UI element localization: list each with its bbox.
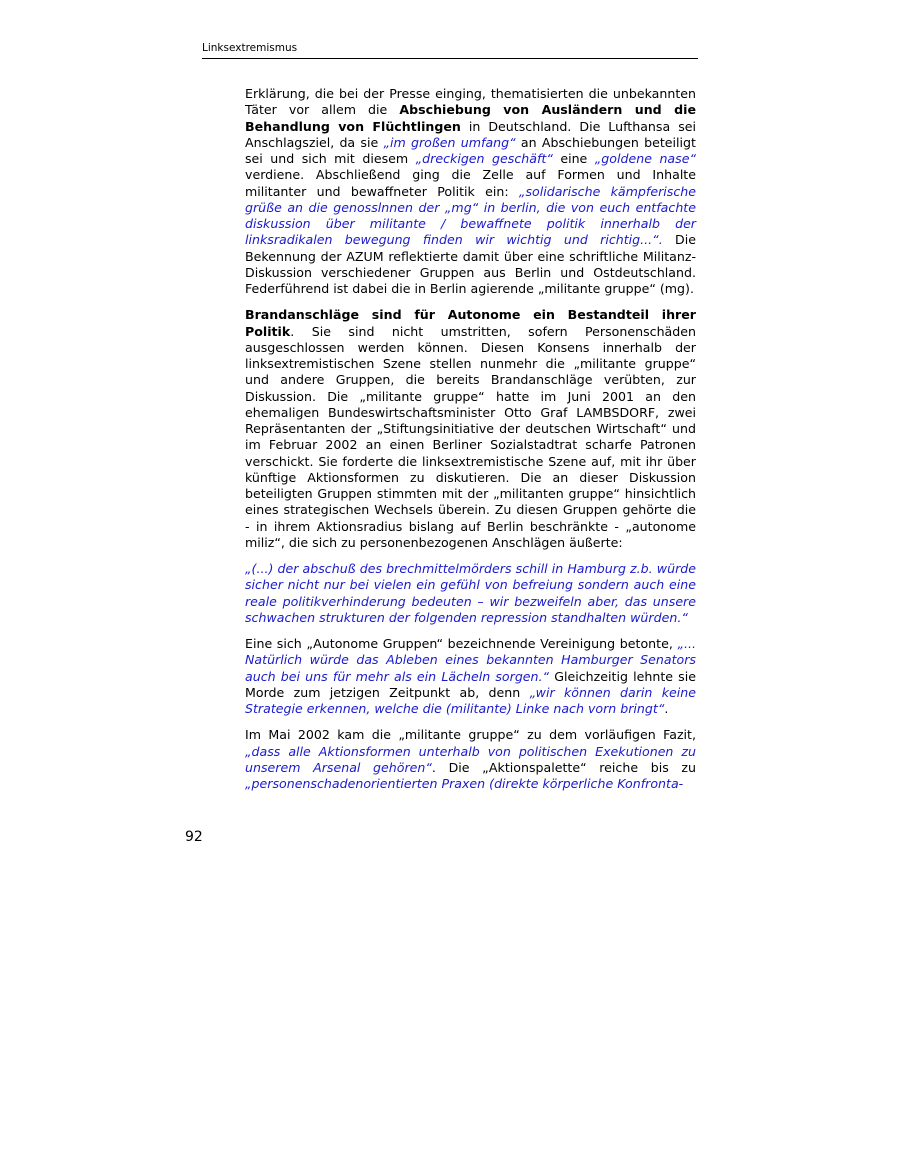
text-span: Im Mai 2002 kam die „militante gruppe“ zu dem vorläufigen Fazit, [245, 727, 696, 743]
text-span: Gleichzeitig lehnte sie Morde zum jetzigen Zeitpunkt ab, denn [245, 668, 696, 700]
quote: „... Natürlich würde das Ableben eines bekannten Hamburger Senators auch bei uns für mehr als ein Lächeln sorgen.“ [245, 636, 696, 684]
running-header [202, 41, 698, 59]
text-span: . [664, 701, 669, 716]
quote: „dreckigen geschäft“ [415, 151, 553, 166]
text-span: . Sie sind nicht umstritten, sofern Personenschäden ausgeschlossen werden können. Diesen Konsens innerhalb der linksextremistischen Szene stellen nunmehr die „militante gruppe“ und andere Gruppen, die bereits Brandanschläge verübten, zur Diskussion. Die „militante gruppe“ hatte im Juni 2001 an den ehemaligen Bundeswirtschaftsminister Otto Graf LAMBSDORF, zwei Repräsentanten der „Stiftungsinitiative der deutschen Wirtschaft“ und im Februar 2002 an einen Berliner Sozialstadtrat scharfe Patronen verschickt. Sie forderte die linksextremistische Szene auf, mit ihr über künftige Aktionsformen zu diskutieren. Die an dieser Diskussion beteiligten Gruppen stimmten mit der „militanten gruppe“ hinsichtlich eines strategischen Wechsels überein. Zu diesen Gruppen gehörte die - in ihrem Aktionsradius bislang auf Berlin beschränkte - „autonome miliz“, die sich zu personenbezogenen Anschlägen äußerte: [245, 323, 696, 550]
paragraph-1 [245, 86, 696, 297]
main-text [245, 86, 696, 802]
text-span: Erklärung, die bei der Presse einging, thematisierten die unbekannten Täter vor allem die [245, 86, 696, 118]
paragraph-2 [245, 307, 696, 551]
text-span: eine [552, 151, 595, 166]
text-span: Die Bekennung der AZUM reflektierte damit über eine schriftliche Militanz-Diskussion verschiedener Gruppen aus Berlin und Ostdeutschland. Federführend ist dabei die in Berlin agierende „militante gruppe“ (mg). [245, 232, 697, 296]
bold-phrase: Brandanschläge sind für Autonome ein Bestandteil ihrer Politik [245, 307, 696, 339]
text-span: . Die „Aktionspalette“ reiche bis zu [431, 759, 696, 775]
quote: „im großen umfang“ [383, 134, 516, 150]
running-title: Linksextremismus [202, 42, 298, 54]
block-quote: „(...) der abschuß des brechmittelmörders schill in Hamburg z.b. würde sicher nicht nur bei vielen ein gefühl von befreiung sondern auch eine reale politikverhinderung bedeuten – wir bezweifeln aber, das unsere schwachen strukturen der folgenden repression standhalten würden.“ [245, 561, 696, 625]
quote: „solidarische kämpferische grüße an die genosslnnen der „mg“ in berlin, die von euch entfachte diskussion über militante / bewaffnete politik innerhalb der linksradikalen bewegung finden wir wichtig und richtig...“. [245, 183, 696, 248]
paragraph-5 [245, 727, 696, 792]
text-span: an Abschiebungen beteiligt sei und sich mit diesem [245, 134, 696, 166]
quote: „personenschadenorientierten Praxen (direkte körperliche Konfronta- [245, 776, 684, 791]
quote: „goldene nase“ [594, 151, 696, 166]
bold-phrase: Abschiebung von Ausländern und die Behandlung von Flüchtlingen [245, 102, 696, 134]
text-span: in Deutschland. Die Lufthansa sei Anschlagsziel, da sie [245, 118, 696, 150]
quote: „dass alle Aktionsformen unterhalb von politischen Exekutionen zu unserem Arsenal gehören“ [245, 743, 696, 775]
quote: „wir können darin keine Strategie erkennen, welche die (militante) Linke nach vorn bringt“ [245, 684, 696, 716]
text-span: Eine sich „Autonome Gruppen“ bezeichnende Vereinigung betonte, [245, 636, 678, 651]
text-span: verdiene. Abschließend ging die Zelle auf Formen und Inhalte militanter und bewaffneter Politik ein: [245, 167, 696, 199]
paragraph-3 [245, 561, 696, 626]
page-number: 92 [185, 829, 203, 845]
paragraph-4 [245, 636, 696, 717]
